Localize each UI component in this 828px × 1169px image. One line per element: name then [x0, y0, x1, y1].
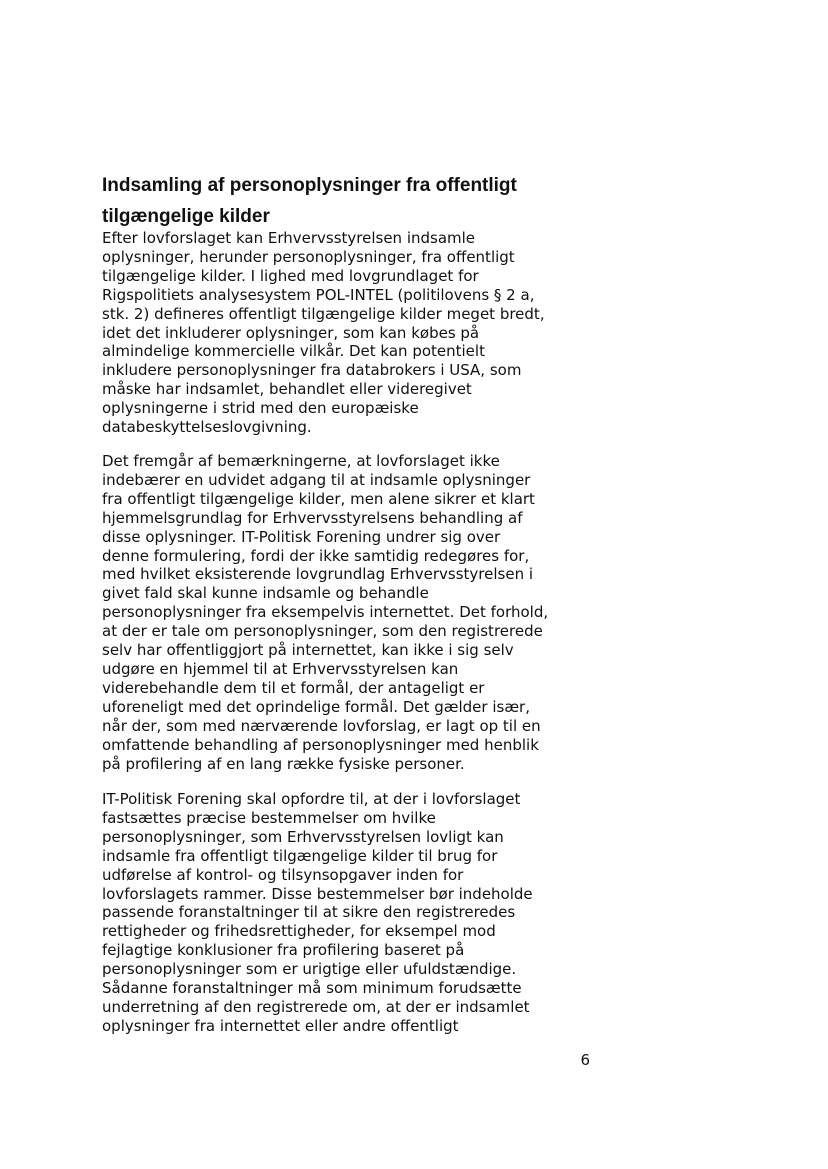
text-line: disse oplysninger. IT-Politisk Forening undrer sig over — [102, 527, 501, 546]
text-line: hjemmelsgrundlag for Erhvervsstyrelsens behandling af — [102, 508, 523, 527]
text-line: selv har offentliggjort på internettet, kan ikke i sig selv — [102, 641, 514, 660]
text-line: Rigspolitiets analysesystem POL-INTEL (politilovens § 2 a, — [102, 285, 535, 304]
page-number: 6 — [580, 1051, 590, 1069]
text-line: IT-Politisk Forening skal opfordre til, at der i lovforslaget — [102, 790, 521, 808]
text-line: stk. 2) defineres offentligt tilgængelige kilder meget bredt, — [102, 304, 545, 323]
text-line: oplysninger, herunder personoplysninger, fra offentligt — [102, 247, 515, 266]
text-line: idet det inkluderer oplysninger, som kan købes på — [102, 323, 480, 342]
text-line: oplysninger fra internettet eller andre offentligt — [102, 1016, 459, 1035]
text-line: givet fald skal kunne indsamle og behandle — [102, 584, 429, 603]
heading-line: tilgængelige kilder — [102, 206, 270, 227]
text-line: denne formulering, fordi der ikke samtidig redegøres for, — [102, 546, 530, 565]
text-line: Det fremgår af bemærkningerne, at lovforslaget ikke — [102, 452, 500, 470]
text-line: måske har indsamlet, behandlet eller videregivet — [102, 380, 472, 399]
text-line: omfattende behandling af personoplysninger med henblik — [102, 735, 539, 754]
text-line: personoplysninger som er urigtige eller ufuldstændige. — [102, 960, 517, 979]
text-line: passende foranstaltninger til at sikre den registreredes — [102, 903, 516, 922]
text-line: lovforslagets rammer. Disse bestemmelser bør indeholde — [102, 884, 533, 903]
text-line: tilgængelige kilder. I lighed med lovgrundlaget for — [102, 266, 479, 285]
text-line: udgøre en hjemmel til at Erhvervsstyrelsen kan — [102, 659, 459, 678]
text-line: fra offentligt tilgængelige kilder, men alene sikrer et klart — [102, 489, 535, 508]
text-line: fejlagtige konklusioner fra profilering baseret på — [102, 941, 465, 960]
text-line: almindelige kommercielle vilkår. Det kan potentielt — [102, 342, 485, 361]
text-line: oplysningerne i strid med den europæiske — [102, 399, 419, 418]
heading-line: Indsamling af personoplysninger fra offentligt — [102, 175, 517, 196]
paragraph-1 — [102, 229, 622, 437]
text-line: at der er tale om personoplysninger, som den registrerede — [102, 622, 543, 641]
text-line: databeskyttelseslovgivning. — [102, 418, 312, 437]
text-line: uforeneligt med det oprindelige formål. Det gælder især, — [102, 697, 530, 716]
text-line: personoplysninger, som Erhvervsstyrelsen lovligt kan — [102, 827, 504, 846]
text-line: indebærer en udvidet adgang til at indsamle oplysninger — [102, 470, 531, 489]
text-line: fastsættes præcise bestemmelser om hvilke — [102, 808, 436, 827]
text-line: Sådanne foranstaltninger må som minimum forudsætte — [102, 979, 522, 998]
text-line: Efter lovforslaget kan Erhvervsstyrelsen indsamle — [102, 229, 476, 247]
section-heading — [102, 170, 702, 232]
text-line: viderebehandle dem til et formål, der antageligt er — [102, 678, 485, 697]
text-line: når der, som med nærværende lovforslag, er lagt op til en — [102, 716, 541, 735]
text-line: med hvilket eksisterende lovgrundlag Erhvervsstyrelsen i — [102, 565, 534, 584]
text-line: underretning af den registrerede om, at der er indsamlet — [102, 997, 530, 1016]
text-line: inkludere personoplysninger fra databrokers i USA, som — [102, 361, 522, 380]
paragraph-2 — [102, 452, 622, 773]
text-line: personoplysninger fra eksempelvis internettet. Det forhold, — [102, 603, 549, 622]
text-line: rettigheder og frihedsrettigheder, for eksempel mod — [102, 922, 496, 941]
text-line: på profilering af en lang række fysiske personer. — [102, 754, 465, 773]
text-line: indsamle fra offentligt tilgængelige kilder til brug for — [102, 846, 498, 865]
text-line: udførelse af kontrol- og tilsynsopgaver inden for — [102, 865, 464, 884]
paragraph-3 — [102, 790, 622, 1036]
